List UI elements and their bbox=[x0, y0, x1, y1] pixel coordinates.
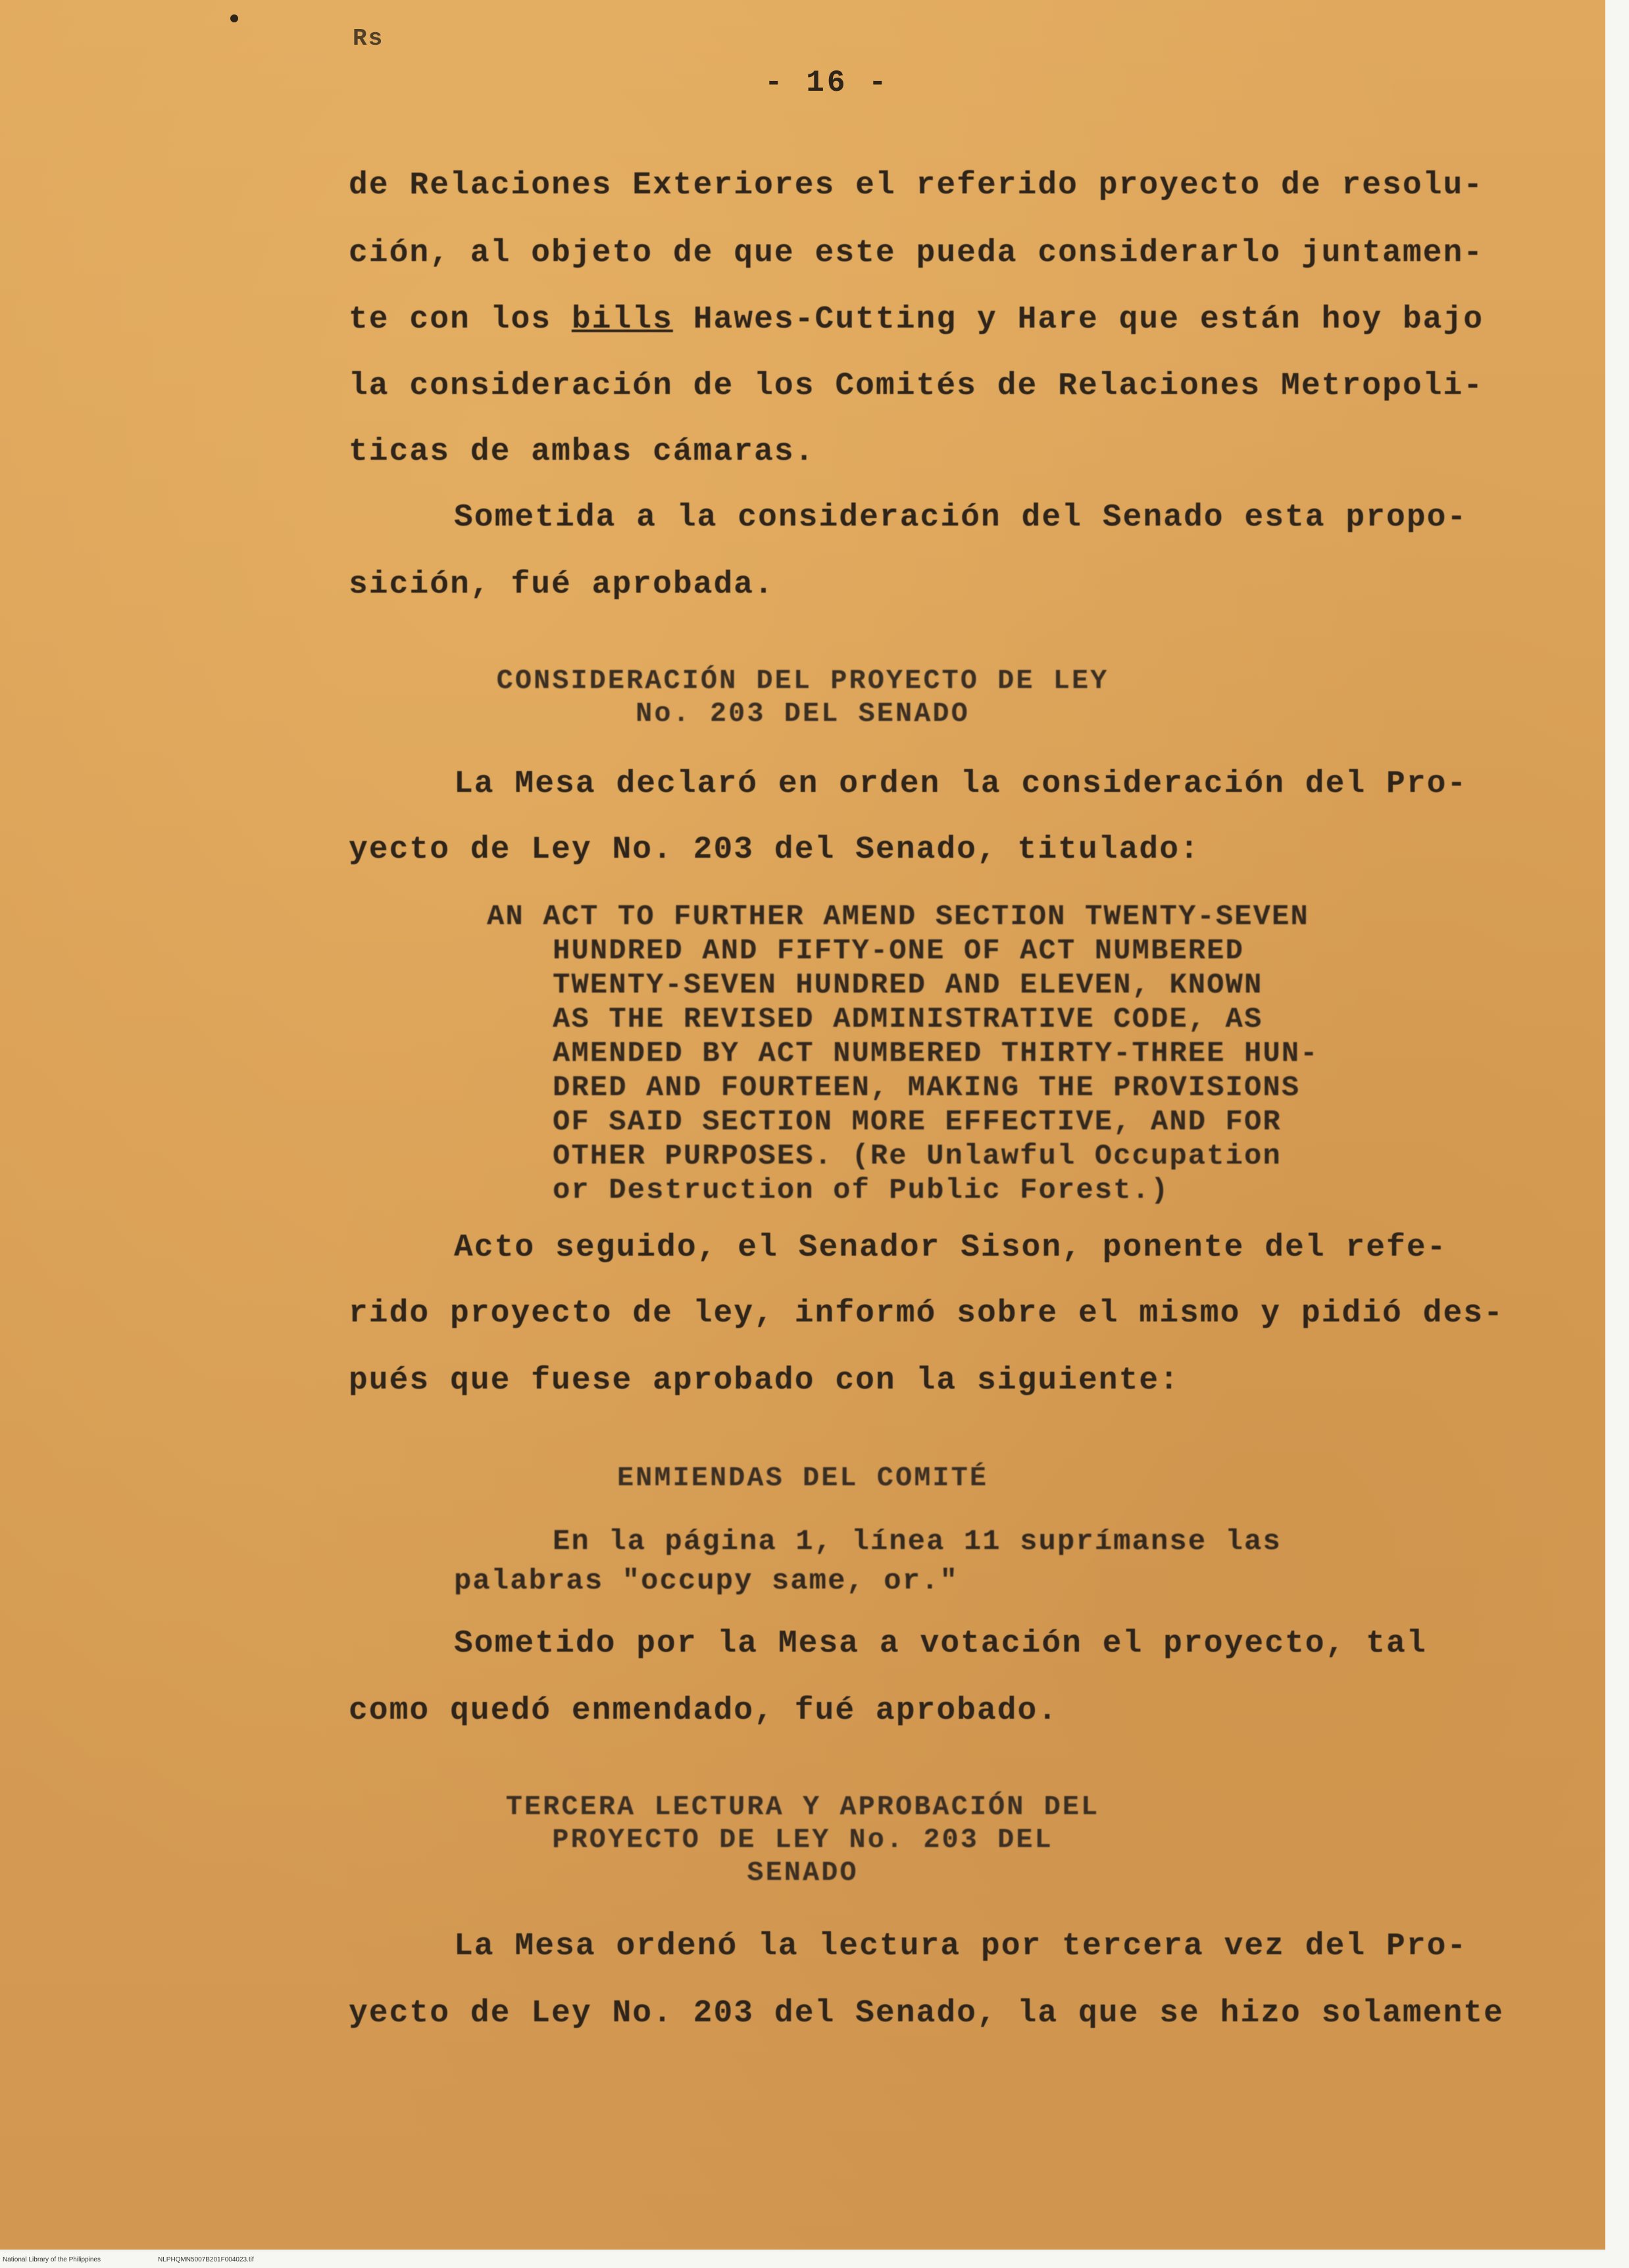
bill-title-line: AMENDED BY ACT NUMBERED THIRTY-THREE HUN- bbox=[553, 1037, 1319, 1070]
bill-title-line: AS THE REVISED ADMINISTRATIVE CODE, AS bbox=[553, 1003, 1263, 1036]
body-line: La Mesa ordenó la lectura por tercera vez del Pro- bbox=[454, 1929, 1468, 1964]
scan-margin bbox=[1605, 0, 1629, 2268]
body-line: yecto de Ley No. 203 del Senado, la que se hizo solamente bbox=[349, 1996, 1504, 2031]
body-line: sición, fué aprobada. bbox=[349, 567, 774, 603]
bill-title-line: OF SAID SECTION MORE EFFECTIVE, AND FOR bbox=[553, 1106, 1282, 1139]
body-line: rido proyecto de ley, informó sobre el mismo y pidió des- bbox=[349, 1296, 1504, 1331]
body-line: Sometido por la Mesa a votación el proyecto, tal bbox=[454, 1626, 1427, 1662]
body-line: La Mesa declaró en orden la consideración del Pro- bbox=[454, 766, 1468, 802]
body-line bbox=[349, 302, 1484, 337]
body-line: de Relaciones Exteriores el referido proyecto de resolu- bbox=[349, 168, 1484, 203]
section-heading: TERCERA LECTURA Y APROBACIÓN DEL bbox=[505, 1791, 1100, 1823]
page-dot bbox=[230, 14, 238, 22]
text-segment: Hawes-Cutting y Hare que están hoy bajo bbox=[672, 302, 1484, 337]
body-line: pués que fuese aprobado con la siguiente: bbox=[349, 1363, 1180, 1398]
page-number: - 16 - bbox=[764, 66, 890, 100]
bill-title-line: HUNDRED AND FIFTY-ONE OF ACT NUMBERED bbox=[553, 935, 1244, 968]
section-heading: PROYECTO DE LEY No. 203 DEL bbox=[552, 1824, 1053, 1856]
body-line: ción, al objeto de que este pueda considerarlo juntamen- bbox=[349, 235, 1484, 271]
bill-title-line: OTHER PURPOSES. (Re Unlawful Occupation bbox=[553, 1140, 1282, 1173]
body-line: yecto de Ley No. 203 del Senado, titulado: bbox=[349, 832, 1200, 868]
body-line: como quedó enmendado, fué aprobado. bbox=[349, 1693, 1059, 1729]
section-heading: SENADO bbox=[747, 1857, 859, 1888]
scan-footer bbox=[0, 2252, 1629, 2268]
section-heading: CONSIDERACIÓN DEL PROYECTO DE LEY bbox=[496, 665, 1109, 697]
section-heading: ENMIENDAS DEL COMITÉ bbox=[616, 1462, 989, 1494]
bill-title-line: or Destruction of Public Forest.) bbox=[553, 1174, 1170, 1207]
section-heading: No. 203 DEL SENADO bbox=[636, 698, 970, 729]
library-credit: National Library of the Philippines bbox=[3, 2256, 101, 2263]
body-line: ticas de ambas cámaras. bbox=[349, 434, 815, 470]
body-line: Sometida a la consideración del Senado esta propo- bbox=[454, 500, 1468, 535]
bill-title-line: TWENTY-SEVEN HUNDRED AND ELEVEN, KNOWN bbox=[553, 969, 1263, 1002]
bill-title-line: AN ACT TO FURTHER AMEND SECTION TWENTY-SEVEN bbox=[487, 900, 1309, 933]
amendment-line: En la página 1, línea 11 suprímanse las bbox=[553, 1525, 1282, 1558]
text-segment: te con los bbox=[349, 302, 572, 337]
amendment-line: palabras "occupy same, or." bbox=[454, 1565, 959, 1598]
body-line: la consideración de los Comités de Relaciones Metropoli- bbox=[349, 368, 1484, 404]
body-line: Acto seguido, el Senador Sison, ponente del refe- bbox=[454, 1230, 1447, 1266]
typist-initials: Rs bbox=[353, 25, 384, 52]
underlined-word: bills bbox=[571, 302, 673, 337]
bill-title-line: DRED AND FOURTEEN, MAKING THE PROVISIONS bbox=[553, 1072, 1301, 1104]
record-id: NLPHQMN5007B201F004023.tif bbox=[158, 2256, 254, 2263]
